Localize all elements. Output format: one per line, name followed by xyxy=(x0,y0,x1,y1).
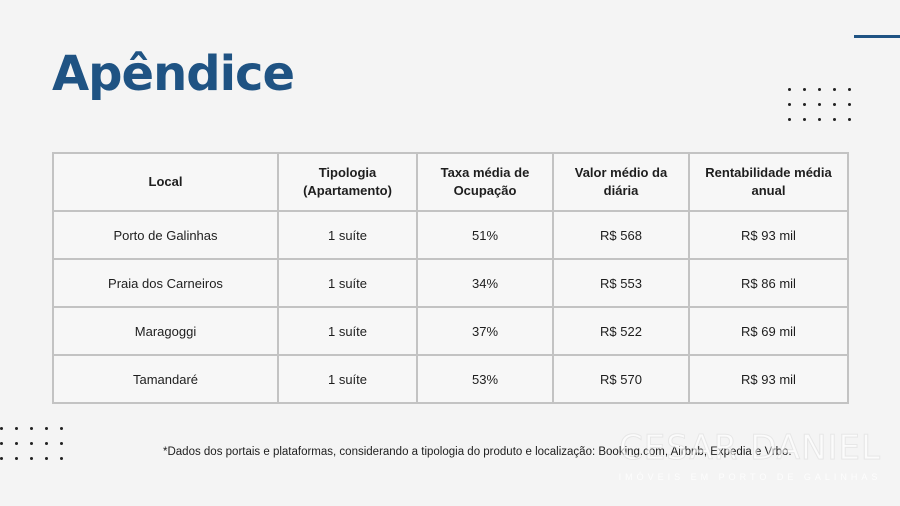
cell-valor: R$ 570 xyxy=(553,355,689,403)
header-tipologia: Tipologia (Apartamento) xyxy=(278,153,417,211)
decorative-dot-grid xyxy=(0,427,63,460)
table-row xyxy=(53,355,848,403)
cell-rentabilidade: R$ 93 mil xyxy=(689,211,848,259)
cell-rentabilidade: R$ 69 mil xyxy=(689,307,848,355)
cell-taxa: 34% xyxy=(417,259,553,307)
cell-local: Maragoggi xyxy=(53,307,278,355)
cell-rentabilidade: R$ 86 mil xyxy=(689,259,848,307)
accent-line xyxy=(854,35,900,38)
table-row xyxy=(53,211,848,259)
table-header-row xyxy=(53,153,848,211)
watermark-subtitle: IMÓVEIS EM PORTO DE GALINHAS xyxy=(618,472,882,482)
cell-local: Porto de Galinhas xyxy=(53,211,278,259)
footnote: *Dados dos portais e plataformas, considerando a tipologia do produto e localização: Booking.com, Airbnb, Expedia e Vrbo. xyxy=(163,446,792,458)
decorative-dot-grid xyxy=(788,88,851,121)
cell-tipologia: 1 suíte xyxy=(278,211,417,259)
header-local: Local xyxy=(53,153,278,211)
cell-taxa: 51% xyxy=(417,211,553,259)
cell-taxa: 37% xyxy=(417,307,553,355)
cell-valor: R$ 568 xyxy=(553,211,689,259)
cell-valor: R$ 553 xyxy=(553,259,689,307)
cell-local: Praia dos Carneiros xyxy=(53,259,278,307)
data-table xyxy=(52,152,849,404)
table-row xyxy=(53,307,848,355)
cell-local: Tamandaré xyxy=(53,355,278,403)
cell-valor: R$ 522 xyxy=(553,307,689,355)
watermark-name: CESAR DANIEL xyxy=(619,428,881,468)
cell-taxa: 53% xyxy=(417,355,553,403)
cell-tipologia: 1 suíte xyxy=(278,259,417,307)
header-valor-diaria: Valor médio da diária xyxy=(553,153,689,211)
cell-tipologia: 1 suíte xyxy=(278,307,417,355)
header-taxa-ocupacao: Taxa média de Ocupação xyxy=(417,153,553,211)
page-title: Apêndice xyxy=(52,46,295,102)
table-row xyxy=(53,259,848,307)
cell-tipologia: 1 suíte xyxy=(278,355,417,403)
header-rentabilidade: Rentabilidade média anual xyxy=(689,153,848,211)
cell-rentabilidade: R$ 93 mil xyxy=(689,355,848,403)
